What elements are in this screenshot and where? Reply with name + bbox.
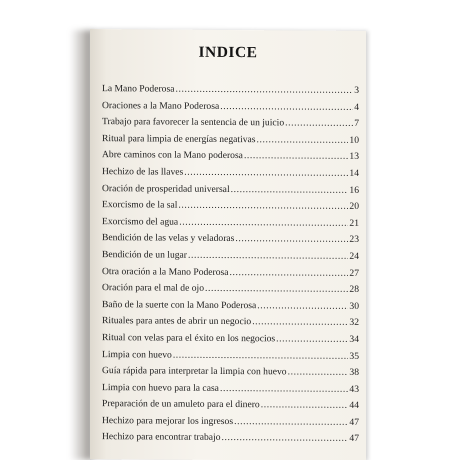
- toc-entry-title: Oraciones a la Mano Poderosa: [102, 99, 220, 112]
- toc-entry-page: 7: [354, 118, 359, 130]
- toc-entry-title: Limpia con huevo para la casa: [102, 381, 219, 394]
- toc-entry: [102, 181, 359, 199]
- toc-entry-title: Rituales para antes de abrir un negocio: [102, 315, 252, 328]
- toc-entry: [102, 396, 359, 414]
- toc-entry-page: 4: [354, 101, 359, 113]
- toc-entry-title: Abre caminos con la Mano poderosa: [102, 149, 243, 162]
- dot-leader: [220, 381, 348, 398]
- toc-entry: [102, 98, 359, 116]
- toc-entry-title: Hechizo de las llaves: [102, 166, 184, 178]
- table-of-contents: [102, 81, 359, 448]
- toc-entry-page: 32: [349, 317, 359, 329]
- dot-leader: [234, 414, 348, 431]
- dot-leader: [231, 182, 349, 199]
- toc-entry-title: Hechizo para mejorar los ingresos: [102, 414, 234, 427]
- index-title: INDICE: [198, 43, 258, 62]
- toc-entry-page: 14: [349, 167, 359, 179]
- toc-entry-title: Preparación de un amuleto para el dinero: [102, 398, 260, 411]
- toc-entry-page: 43: [349, 383, 359, 395]
- toc-entry-title: Bendición de las velas y veladoras: [102, 232, 235, 245]
- toc-entry: [102, 164, 359, 182]
- toc-entry-title: La Mano Poderosa: [102, 83, 175, 95]
- toc-entry-page: 44: [349, 400, 359, 412]
- dot-leader: [179, 214, 348, 232]
- toc-entry-page: 20: [349, 201, 359, 213]
- dot-leader: [244, 148, 348, 165]
- dot-leader: [288, 365, 349, 382]
- toc-entry-page: 47: [349, 416, 359, 428]
- toc-entry-page: 30: [349, 300, 359, 312]
- dot-leader: [257, 298, 348, 315]
- toc-entry-page: 27: [349, 267, 359, 279]
- dot-leader: [257, 132, 349, 149]
- dot-leader: [276, 331, 348, 348]
- toc-entry: [102, 347, 359, 365]
- dot-leader: [175, 82, 353, 100]
- toc-entry-page: 13: [349, 151, 359, 163]
- toc-entry: [102, 380, 359, 398]
- toc-entry-page: 24: [349, 250, 359, 262]
- toc-entry: [102, 197, 359, 215]
- toc-entry-title: Ritual para limpia de energías negativas: [102, 132, 256, 145]
- toc-entry-page: 10: [349, 134, 359, 146]
- dot-leader: [178, 198, 348, 216]
- toc-entry-page: 47: [349, 433, 359, 445]
- toc-entry-title: Otra oración a la Mano Poderosa: [102, 265, 229, 278]
- toc-entry: [102, 430, 359, 448]
- toc-entry: [102, 131, 359, 149]
- dot-leader: [222, 430, 349, 447]
- toc-entry-title: Guía rápida para interpretar la limpia con huevo: [102, 365, 287, 378]
- dot-leader: [184, 165, 348, 183]
- toc-entry-page: 21: [349, 217, 359, 229]
- dot-leader: [261, 398, 349, 415]
- toc-entry: [102, 114, 359, 132]
- toc-entry-page: 35: [349, 350, 359, 362]
- toc-entry-title: Baño de la suerte con la Mano Poderosa: [102, 298, 257, 311]
- toc-entry-page: 38: [349, 366, 359, 379]
- toc-entry: [102, 214, 359, 232]
- toc-entry-title: Oración de prosperidad universal: [102, 182, 230, 195]
- toc-entry-title: Exorcismo de la sal: [102, 199, 178, 211]
- toc-entry: [102, 330, 359, 348]
- toc-entry-title: Trabajo para favorecer la sentencia de un juicio: [102, 116, 285, 129]
- toc-entry-page: 34: [349, 333, 359, 345]
- toc-entry: [102, 280, 359, 298]
- toc-entry: [102, 413, 359, 431]
- dot-leader: [173, 347, 349, 365]
- dot-leader: [220, 99, 353, 117]
- toc-entry: [102, 230, 359, 248]
- toc-entry: [102, 81, 359, 99]
- toc-entry-title: Bendición de un lugar: [102, 249, 187, 261]
- dot-leader: [188, 248, 348, 266]
- toc-entry-page: 23: [349, 234, 359, 246]
- toc-entry: [102, 247, 359, 265]
- toc-entry-page: 28: [349, 283, 359, 296]
- book-page: [90, 29, 366, 460]
- toc-entry: [102, 313, 359, 331]
- toc-entry-title: Hechizo para encontrar trabajo: [102, 431, 221, 444]
- dot-leader: [285, 116, 353, 133]
- toc-entry-title: Limpia con huevo: [102, 348, 172, 361]
- dot-leader: [205, 281, 348, 299]
- dot-leader: [252, 314, 348, 331]
- toc-entry: [102, 264, 359, 282]
- toc-entry-title: Oración para el mal de ojo: [102, 282, 205, 294]
- toc-entry: [102, 297, 359, 315]
- toc-entry: [102, 147, 359, 165]
- dot-leader: [235, 231, 348, 248]
- toc-entry-page: 16: [349, 184, 359, 196]
- page-edge-shadow: [70, 30, 92, 460]
- toc-entry-title: Ritual con velas para el éxito en los negocios: [102, 332, 276, 345]
- dot-leader: [230, 265, 349, 282]
- toc-entry-title: Exorcismo del agua: [102, 215, 179, 228]
- toc-entry-page: 3: [354, 84, 359, 96]
- toc-entry: [102, 363, 359, 381]
